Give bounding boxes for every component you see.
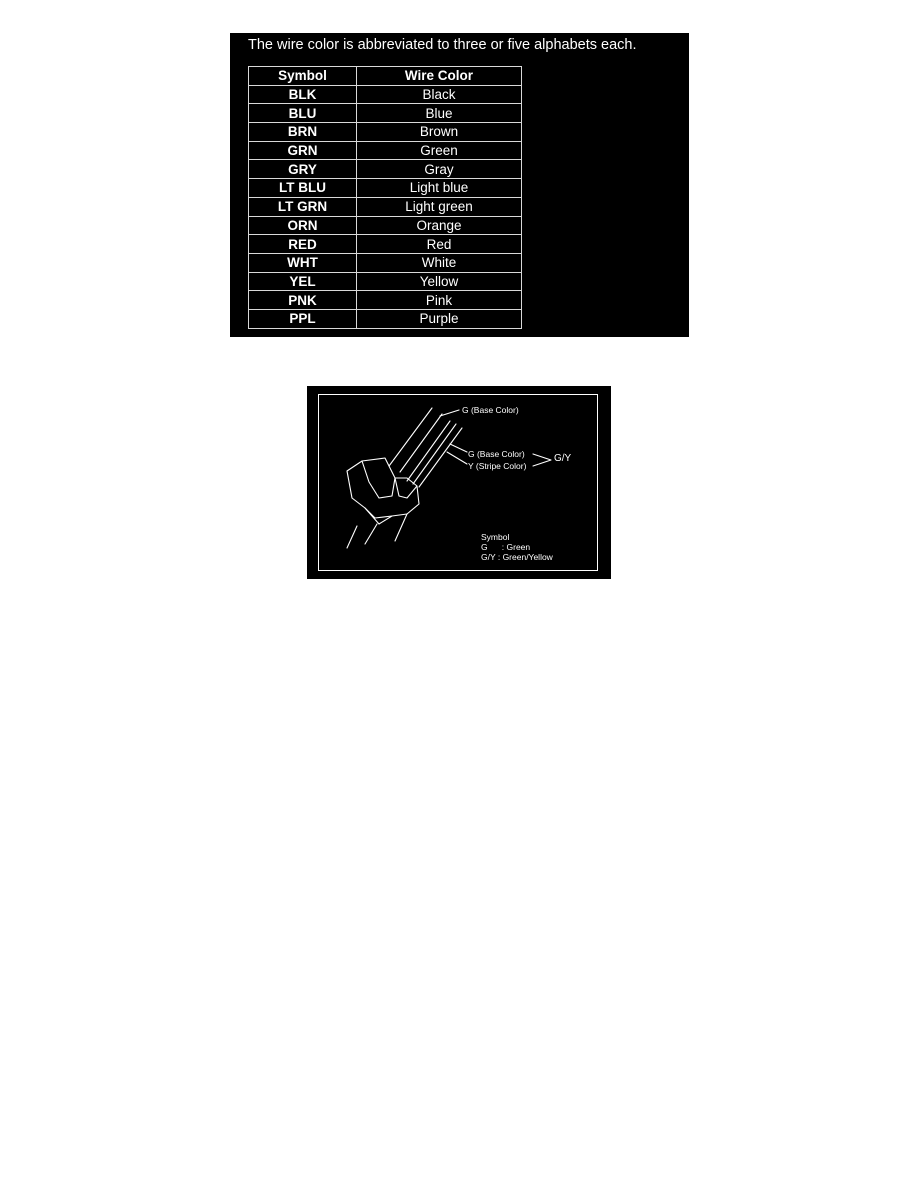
table-header-row	[249, 67, 522, 86]
wire-striped	[407, 421, 450, 481]
wire-color-cell: Brown	[357, 123, 522, 142]
wire-color-cell: Pink	[357, 291, 522, 310]
label-base-color-1: G (Base Color)	[462, 405, 519, 415]
symbol-cell: GRN	[249, 141, 357, 160]
symbol-legend-title: Symbol	[481, 532, 510, 542]
connector-housing	[347, 458, 419, 524]
label-stripe-color: Y (Stripe Color)	[468, 461, 527, 471]
leader-base-2	[450, 444, 467, 452]
table-row	[249, 309, 522, 328]
label-base-color-2: G (Base Color)	[468, 449, 525, 459]
terminal-lead-2	[365, 524, 377, 544]
wire-color-cell: Gray	[357, 160, 522, 179]
table-row	[249, 272, 522, 291]
wire-color-cell: White	[357, 253, 522, 272]
symbol-legend	[481, 532, 553, 562]
table-row	[249, 179, 522, 198]
wire-color-cell: Blue	[357, 104, 522, 123]
connector-inner-left	[362, 461, 395, 498]
symbol-cell: LT BLU	[249, 179, 357, 198]
wire-color-table	[248, 66, 522, 329]
wire-illustration-figure	[307, 386, 611, 579]
table-body	[249, 85, 522, 328]
symbol-cell: BLU	[249, 104, 357, 123]
symbol-cell: BLK	[249, 85, 357, 104]
symbol-cell: ORN	[249, 216, 357, 235]
wire-color-cell: Light blue	[357, 179, 522, 198]
symbol-legend-row: G/Y : Green/Yellow	[481, 552, 553, 562]
symbol-cell: YEL	[249, 272, 357, 291]
connector-inner-right	[395, 478, 417, 498]
wire-color-cell: Purple	[357, 309, 522, 328]
table-row	[249, 141, 522, 160]
column-header-symbol: Symbol	[249, 67, 357, 86]
label-combined-symbol: G/Y	[554, 453, 572, 464]
wire-color-cell: Black	[357, 85, 522, 104]
terminal-lead-3	[395, 514, 407, 541]
leader-stripe	[447, 452, 467, 464]
symbol-cell: BRN	[249, 123, 357, 142]
wire-color-table-figure	[230, 33, 689, 337]
terminal-lead-1	[347, 526, 357, 548]
symbol-cell: PNK	[249, 291, 357, 310]
table-row	[249, 160, 522, 179]
symbol-cell: RED	[249, 235, 357, 254]
symbol-cell: LT GRN	[249, 197, 357, 216]
table-row	[249, 123, 522, 142]
wire-color-cell: Yellow	[357, 272, 522, 291]
table-row	[249, 291, 522, 310]
table-row	[249, 235, 522, 254]
symbol-cell: WHT	[249, 253, 357, 272]
symbol-cell: GRY	[249, 160, 357, 179]
symbol-legend-row: G : Green	[481, 542, 531, 552]
table-heading: The wire color is abbreviated to three or five alphabets each.	[248, 37, 637, 53]
wire-color-cell: Red	[357, 235, 522, 254]
bracket-gy	[533, 454, 551, 466]
wire-color-cell: Orange	[357, 216, 522, 235]
wire-color-cell: Green	[357, 141, 522, 160]
table-row	[249, 85, 522, 104]
symbol-cell: PPL	[249, 309, 357, 328]
table-row	[249, 216, 522, 235]
table-row	[249, 253, 522, 272]
table-row	[249, 104, 522, 123]
wire-color-cell: Light green	[357, 197, 522, 216]
leader-base-1	[440, 410, 459, 416]
column-header-wire-color: Wire Color	[357, 67, 522, 86]
table-row	[249, 197, 522, 216]
connector-drawing	[307, 386, 611, 579]
